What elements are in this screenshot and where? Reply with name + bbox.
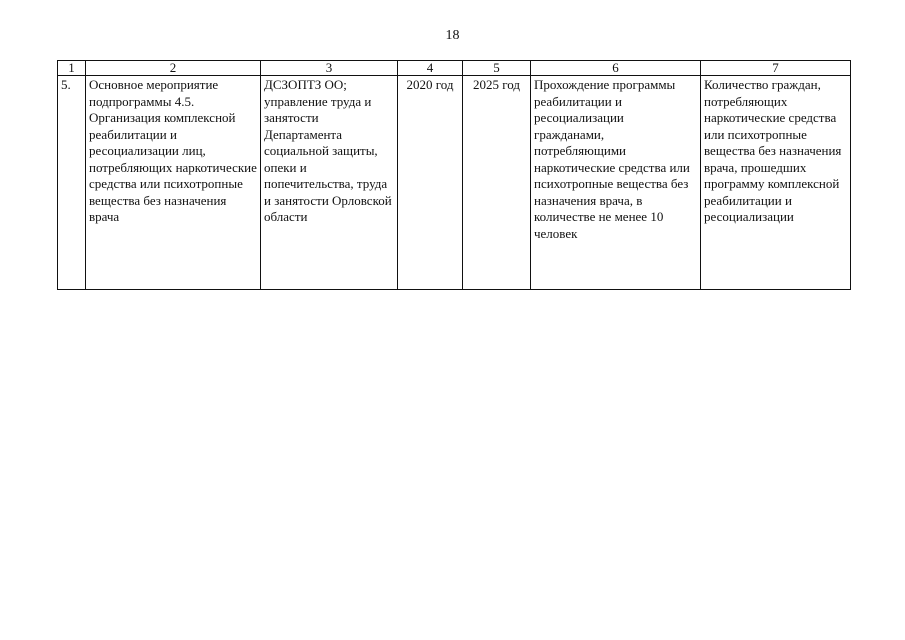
result-cell: Прохождение программы реабилитации и ресоциализации гражданами, потребляющими наркотические средства или психотропные вещества без назначения врача, в количестве не менее 10 человек xyxy=(531,76,701,290)
table-header-row xyxy=(58,61,851,76)
start-year-cell: 2020 год xyxy=(398,76,463,290)
end-year-cell: 2025 год xyxy=(463,76,531,290)
executor-cell: ДСЗОПТЗ ОО; управление труда и занятости Департамента социальной защиты, опеки и попечительства, труда и занятости Орловской области xyxy=(261,76,398,290)
column-header-7: 7 xyxy=(701,61,851,76)
table-row xyxy=(58,76,851,290)
column-header-5: 5 xyxy=(463,61,531,76)
row-number-cell: 5. xyxy=(58,76,86,290)
column-header-4: 4 xyxy=(398,61,463,76)
page-number: 18 xyxy=(445,28,460,43)
measures-table xyxy=(57,60,851,290)
event-cell: Основное мероприятие подпрограммы 4.5. Организация комплексной реабилитации и ресоциализации лиц, потребляющих наркотические средства или психотропные вещества без назначения врача xyxy=(86,76,261,290)
column-header-3: 3 xyxy=(261,61,398,76)
column-header-2: 2 xyxy=(86,61,261,76)
indicator-cell: Количество граждан, потребляющих наркотические средства или психотропные вещества без назначения врача, прошедших программу комплексной реабилитации и ресоциализации xyxy=(701,76,851,290)
column-header-6: 6 xyxy=(531,61,701,76)
column-header-1: 1 xyxy=(58,61,86,76)
